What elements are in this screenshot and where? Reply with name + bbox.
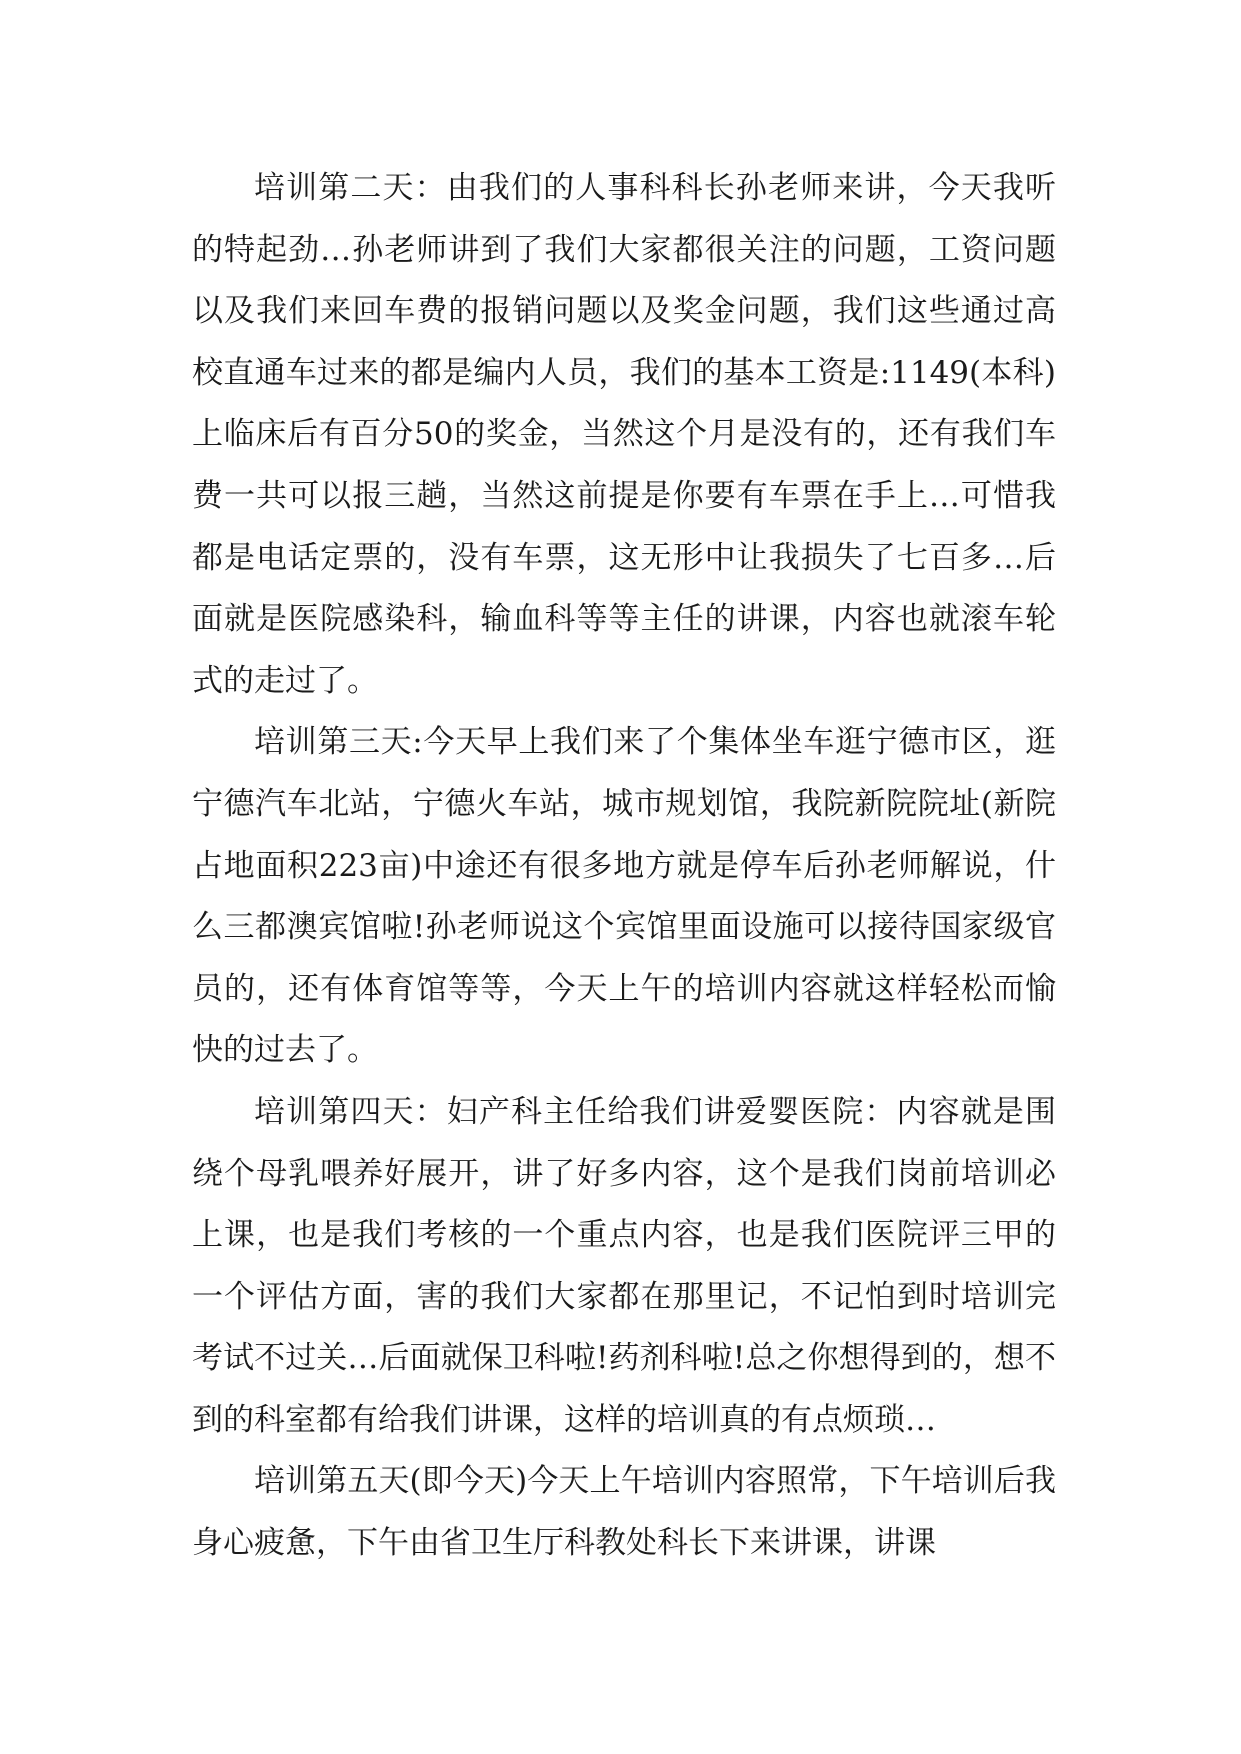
- paragraph-day-five: 培训第五天(即今天)今天上午培训内容照常，下午培训后我身心疲惫，下午由省卫生厅科教处科长下来讲课，讲课: [192, 1463, 1056, 1562]
- paragraph-day-three: 培训第三天:今天早上我们来了个集体坐车逛宁德市区，逛宁德汽车北站，宁德火车站，城市规划馆，我院新院院址(新院占地面积223亩)中途还有很多地方就是停车后孙老师解说，什么三都澳宾馆啦!孙老师说这个宾馆里面设施可以接待国家级官员的，还有体育馆等等，今天上午的培训内容就这样轻松而愉快的过去了。: [192, 724, 1056, 1069]
- document-body: [192, 158, 1056, 1575]
- paragraph-day-four: 培训第四天：妇产科主任给我们讲爱婴医院：内容就是围绕个母乳喂养好展开，讲了好多内容，这个是我们岗前培训必上课，也是我们考核的一个重点内容，也是我们医院评三甲的一个评估方面，害的我们大家都在那里记，不记怕到时培训完考试不过关…后面就保卫科啦!药剂科啦!总之你想得到的，想不到的科室都有给我们讲课，这样的培训真的有点烦琐…: [192, 1093, 1056, 1438]
- paragraph-day-two: 培训第二天：由我们的人事科科长孙老师来讲，今天我听的特起劲…孙老师讲到了我们大家都很关注的问题，工资问题以及我们来回车费的报销问题以及奖金问题，我们这些通过高校直通车过来的都是编内人员，我们的基本工资是:1149(本科)上临床后有百分50的奖金，当然这个月是没有的，还有我们车费一共可以报三趟，当然这前提是你要有车票在手上…可惜我都是电话定票的，没有车票，这无形中让我损失了七百多…后面就是医院感染科，输血科等等主任的讲课，内容也就滚车轮式的走过了。: [192, 170, 1056, 699]
